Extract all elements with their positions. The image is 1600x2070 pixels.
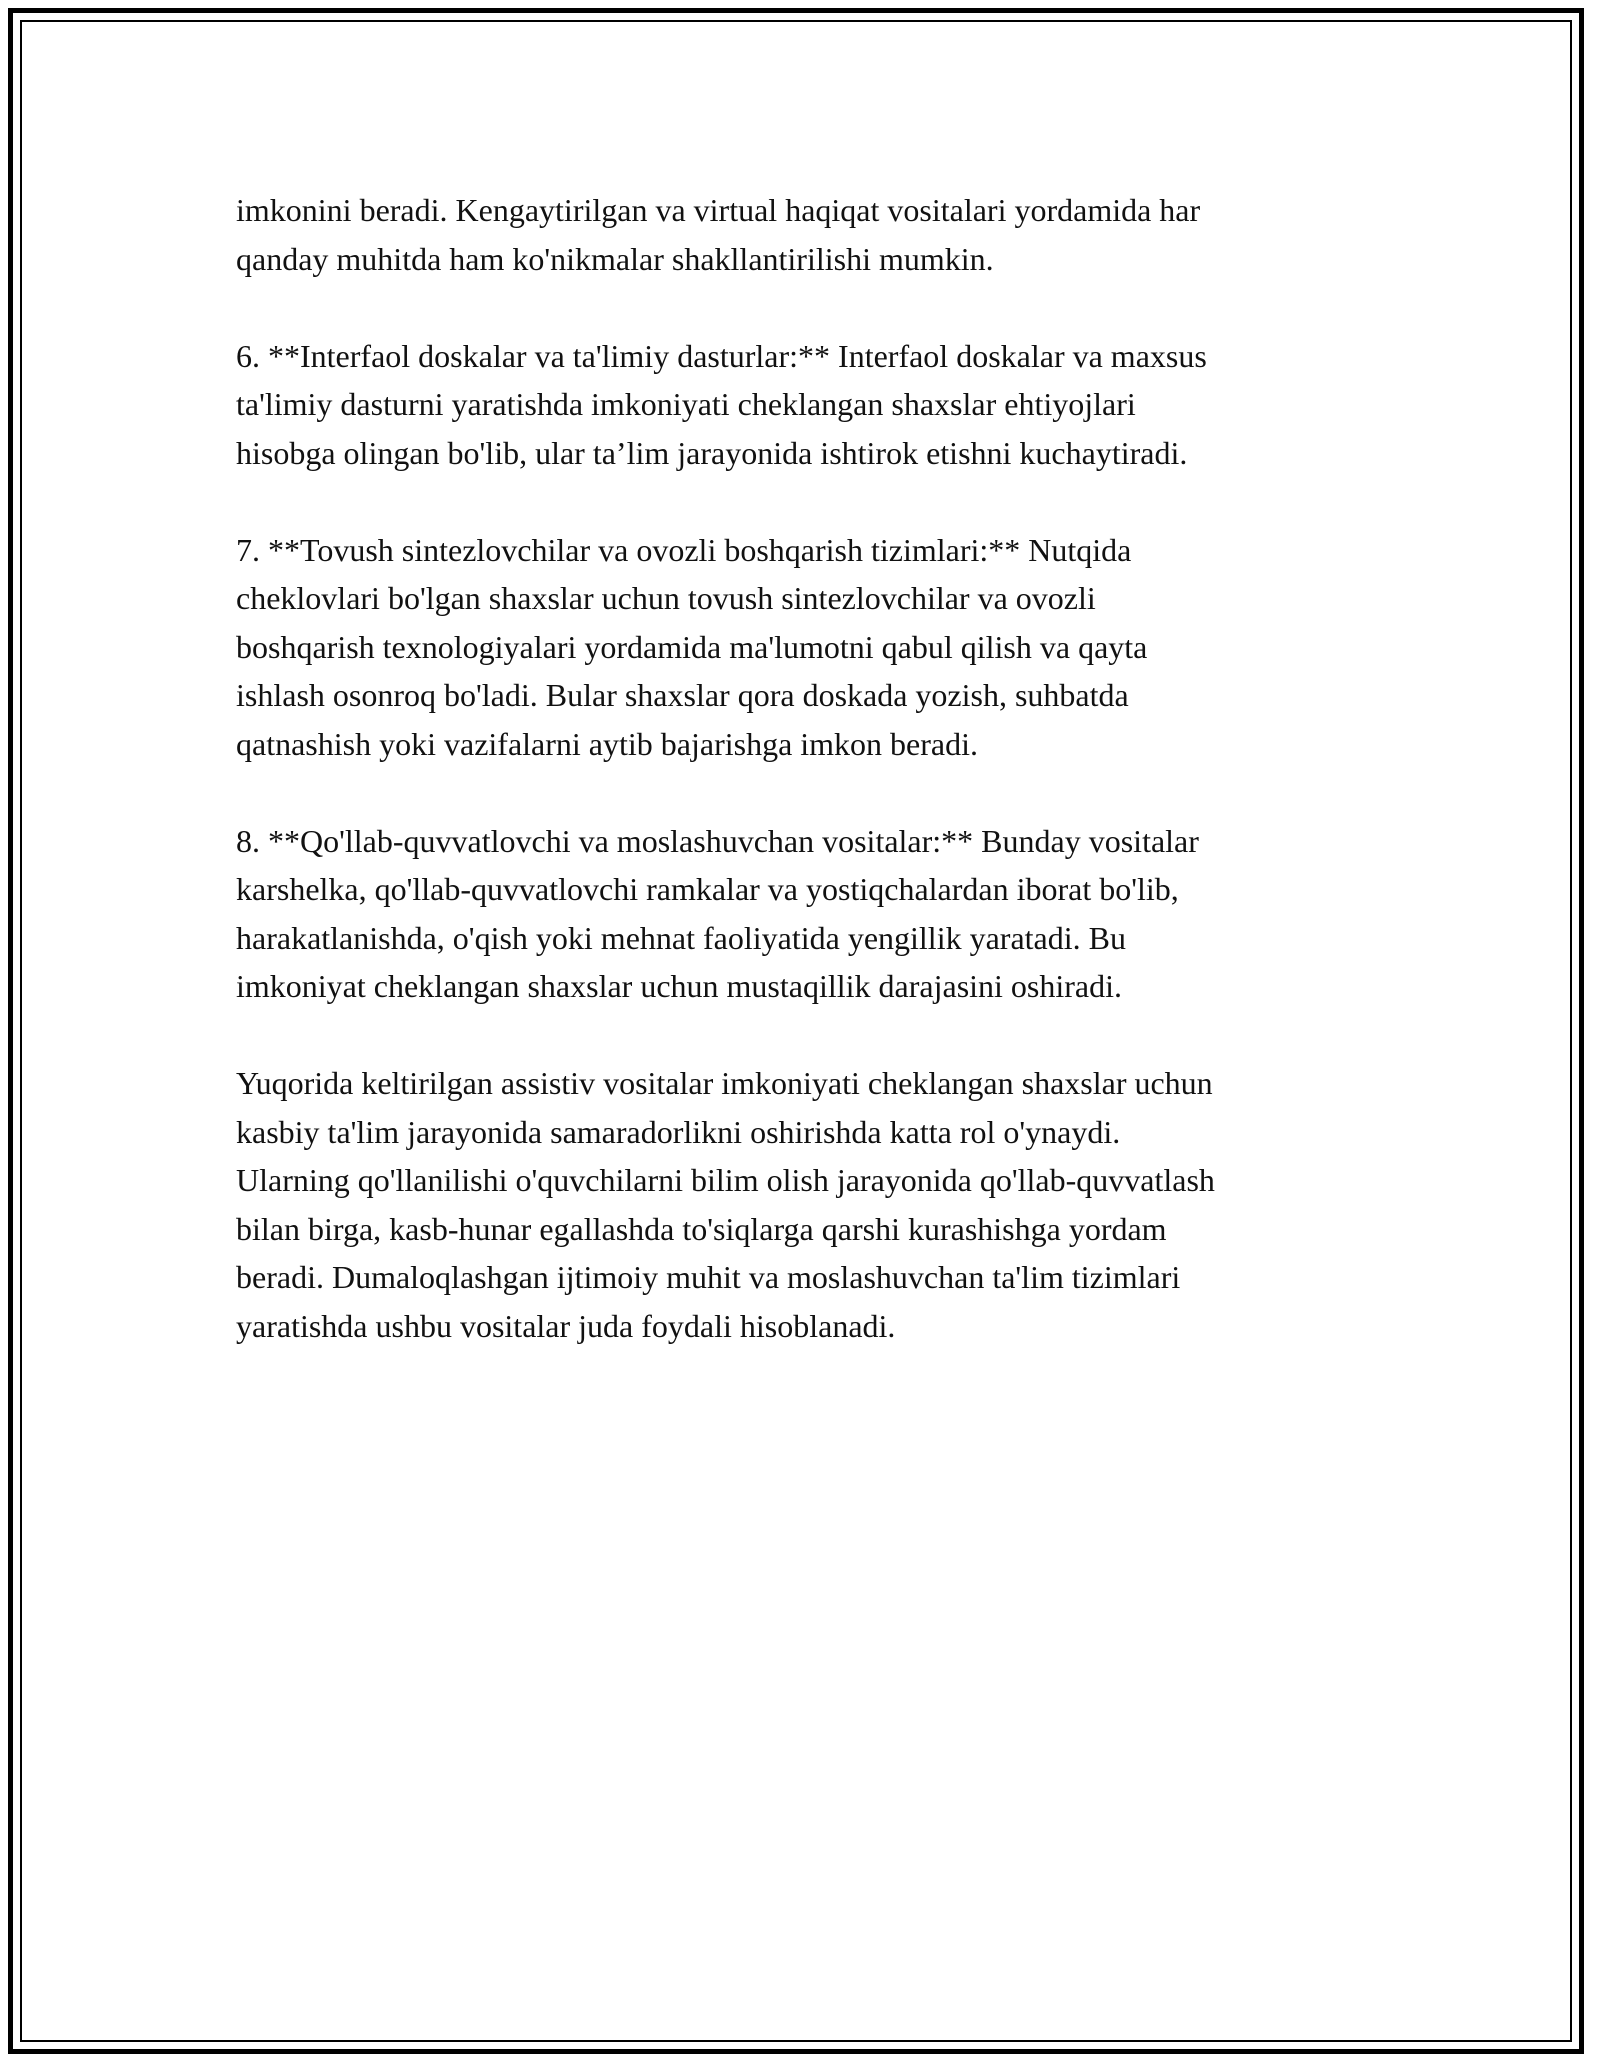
paragraph-item-6: 6. **Interfaol doskalar va ta'limiy dasturlar:** Interfaol doskalar va maxsus ta'limiy dasturni yaratishda imkoniyati cheklangan shaxslar ehtiyojlari hisobga olingan bo'lib, ular ta’lim jarayonida ishtirok etishni kuchaytiradi. <box>236 337 1207 471</box>
paragraph-continuation: imkonini beradi. Kengaytirilgan va virtual haqiqat vositalari yordamida har qanday muhitda ham ko'nikmalar shakllantirilishi mumkin. <box>236 192 1201 277</box>
paragraph-item-7: 7. **Tovush sintezlovchilar va ovozli boshqarish tizimlari:** Nutqida cheklovlari bo'lgan shaxslar uchun tovush sintezlovchilar va ovozli boshqarish texnologiyalari yordamida ma'lumotni qabul qilish va qayta ishlash osonroq bo'ladi. Bular shaxslar qora doskada yozish, suhbatda qatnashish yoki vazifalarni aytib bajarishga imkon beradi. <box>236 531 1148 762</box>
paragraph-conclusion: Yuqorida keltirilgan assistiv vositalar imkoniyati cheklangan shaxslar uchun kasbiy ta'lim jarayonida samaradorlikni oshirishda katta rol o'ynaydi. Ularning qo'llanilishi o'quvchilarni bilim olish jarayonida qo'llab-quvvatlash bilan birga, kasb-hunar egallashda to'siqlarga qarshi kurashishga yordam beradi. Dumaloqlashgan ijtimoiy muhit va moslashuvchan ta'lim tizimlari yaratishda ushbu vositalar juda foydali hisoblanadi. <box>236 1065 1215 1344</box>
document-body <box>236 186 1386 1399</box>
paragraph-item-8: 8. **Qo'llab-quvvatlovchi va moslashuvchan vositalar:** Bunday vositalar karshelka, qo'llab-quvvatlovchi ramkalar va yostiqchalardan iborat bo'lib, harakatlanishda, o'qish yoki mehnat faoliyatida yengillik yaratadi. Bu imkoniyat cheklangan shaxslar uchun mustaqillik darajasini oshiradi. <box>236 822 1199 1004</box>
